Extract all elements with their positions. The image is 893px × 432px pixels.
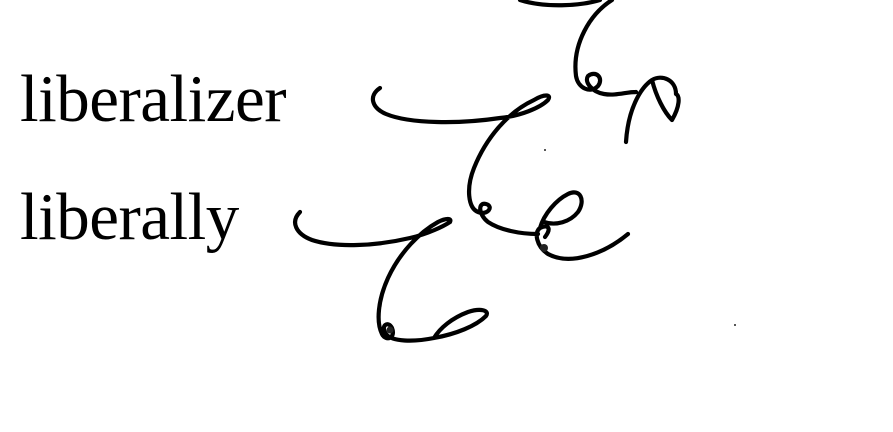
shorthand-dot-liberally — [387, 327, 394, 334]
shorthand-outline-liberalizer — [373, 88, 628, 259]
shorthand-dot-liberalizer — [540, 244, 548, 252]
entry-word-liberally: liberally — [20, 180, 239, 254]
shorthand-outline-previous — [520, 0, 679, 142]
paper-speck — [544, 149, 546, 151]
paper-speck — [734, 324, 736, 326]
entry-word-liberalizer: liberalizer — [20, 62, 287, 136]
shorthand-outline-liberally — [295, 212, 487, 341]
